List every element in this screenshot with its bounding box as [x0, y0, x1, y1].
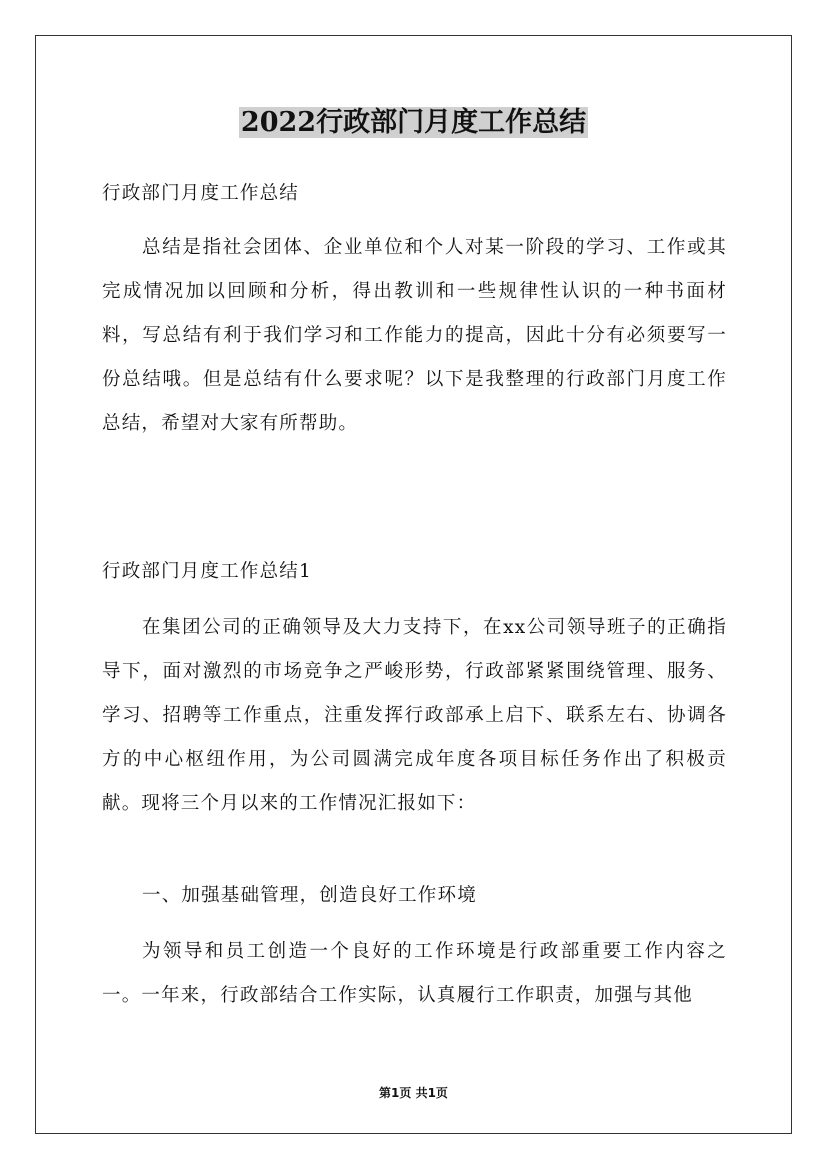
document-title-text: 2022行政部门月度工作总结: [240, 107, 587, 138]
document-subtitle: 行政部门月度工作总结: [102, 183, 300, 204]
document-title: [0, 101, 827, 145]
section-paragraph: 在集团公司的正确领导及大力支持下，在xx公司领导班子的正确指导下，面对激烈的市场竞争之严峻形势，行政部紧紧围绕管理、服务、学习、招聘等工作重点，注重发挥行政部承上启下、联系左右、协调各方的中心枢纽作用，为公司圆满完成年度各项目标任务作出了积极贡献。现将三个月以来的工作情况汇报如下：: [102, 617, 727, 814]
intro-paragraph: 总结是指社会团体、企业单位和个人对某一阶段的学习、工作或其完成情况加以回顾和分析，得出教训和一些规律性认识的一种书面材料，写总结有利于我们学习和工作能力的提高，因此十分有必须要写一份总结哦。但是总结有什么要求呢？以下是我整理的行政部门月度工作总结，希望对大家有所帮助。: [102, 237, 727, 434]
section-heading: 行政部门月度工作总结1: [102, 561, 312, 582]
last-paragraph: 为领导和员工创造一个良好的工作环境是行政部重要工作内容之一。一年来，行政部结合工作实际，认真履行工作职责，加强与其他: [102, 941, 727, 1006]
subheading: 一、加强基础管理，创造良好工作环境: [142, 885, 477, 906]
page-footer: 第1页 共1页: [379, 1086, 448, 1100]
